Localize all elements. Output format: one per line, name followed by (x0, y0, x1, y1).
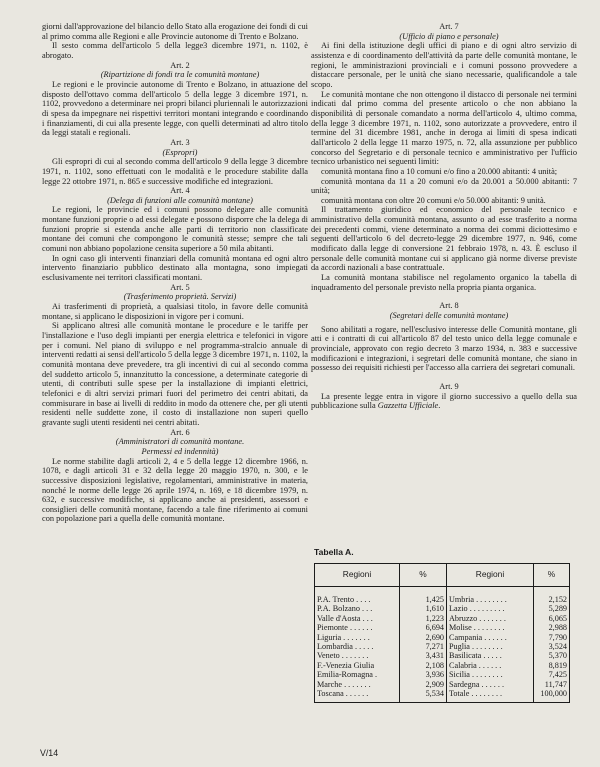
region-percent: 7,271 (400, 642, 447, 651)
leader-dots: . . . . . . (347, 623, 373, 633)
article-2-paragraph: Le regioni e le provincie autonome di Trento e Bolzano, in attuazione del disposto dell'ottavo comma dell'articolo 5 della legge 3 dicembre 1971, n. 1102, provvedono a determinare nei propri bilanci pluriennali le autorizzazioni di spesa da impegnare nei rispettivi territori montani integrando e coordinando i finanziamenti, di cui alla presente legge, con quelli determinati ad altro titolo da leggi statali e regionali. (42, 79, 308, 138)
region-name: F.-Venezia Giulia (317, 660, 375, 670)
left-column (42, 22, 308, 524)
region-name: Totale (449, 689, 470, 699)
region-name: Emilia-Romagna (317, 670, 373, 680)
region-percent: 2,988 (548, 623, 567, 633)
leader-dots: . . . . . . (479, 679, 505, 689)
article-7-paragraph-3: Il trattamento giuridico ed economico del personale tecnico e amministrativo della comunità montana, assunto o ad esse trasferito a norma dei precedenti commi, viene determinato a norma dei commi diciottesimo e seguenti dell'articolo 6 del decreto-legge 29 dicembre 1977, n. 946, come modificato dalla legge di conversione 21 febbraio 1978, n. 43. È escluso il personale delle comunità montane cui si applicano già norme diverse previste da accordi nazionali a base contrattuale. (311, 205, 577, 273)
region-name: Lombardia (317, 642, 353, 652)
table-row (315, 689, 570, 703)
region-name-cell (315, 670, 400, 679)
article-5-paragraph-2: Si applicano altresì alle comunità montane le procedure e le tariffe per l'installazione e l'uso degli impianti per energia elettrica e telefonici in vigore per i comuni. Nel piano di sviluppo e nel programma-stralcio annuale di interventi redatti ai sensi dell'articolo 5 della legge 3 dicembre 1971, n. 1102, la comunità montana deve prevedere, tra gli incentivi di cui al secondo comma del suddetto articolo 5, innanzitutto la concessione, a determinate categorie di utenti, di contributi sulle spese per la installazione di impianti elettrici, telefonici e di altri servizi primari fuori del perimetro dei centri abitati, da commisurare in base ai livelli di reddito in modo da ottenere che, per gli utenti residenti nelle suddette zone, il costo di installazione non superi quello gravante sugli utenti residenti nei centri abitati. (42, 321, 308, 427)
region-percent: 1,425 (400, 587, 447, 605)
region-percent: 5,534 (400, 689, 447, 703)
region-name-cell (447, 661, 534, 670)
table-body (315, 587, 570, 703)
region-percent: 1,610 (400, 604, 447, 613)
table-row (315, 623, 570, 632)
region-name-cell (315, 680, 400, 689)
table-row (315, 642, 570, 651)
region-percent: 3,936 (400, 670, 447, 679)
region-name-cell (315, 633, 400, 642)
region-name: Valle d'Aosta (317, 613, 361, 623)
article-6-subtitle-line-2: Permessi ed indennità) (141, 446, 219, 456)
region-name: Umbria (449, 595, 475, 604)
region-percent: 100,000 (540, 689, 567, 699)
column-header-percent-2: % (534, 564, 570, 587)
region-name: Basilicata (449, 651, 482, 661)
article-8-paragraph: Sono abilitati a rogare, nell'esclusivo interesse delle Comunità montane, gli atti e i contratti di cui all'articolo 87 del testo unico della legge comunale e provinciale, approvato con regio decreto 3 marzo 1934, n. 383 e successive modificazioni e integrazioni, i segretari delle comunità montane, che siano in possesso dei requisiti richiesti per l'accesso alla carriera dei segretari comunali. (311, 324, 577, 373)
leader-dots: . . . . . . (476, 660, 502, 670)
leader-dots: . . . . (354, 595, 371, 604)
article-7-limit-2: comunità montana da 11 a 20 comuni e/o da 20.001 a 50.000 abitanti: 7 unità; (311, 176, 577, 196)
column-header-regioni: Regioni (315, 564, 400, 587)
region-percent: 2,909 (400, 680, 447, 689)
leader-dots: . . . . . . . (342, 679, 371, 689)
article-7-limit-1: comunità montana fino a 10 comuni e/o fino a 20.000 abitanti: 4 unità; (321, 166, 558, 176)
region-percent: 11,747 (544, 679, 567, 689)
article-2-title: Art. 2 (170, 60, 190, 70)
article-4-paragraph-2: In ogni caso gli interventi finanziari della comunità montana ed ogni altro intervento finanziario pubblico destinato alla montagna, sono impiegati esclusivamente nei territori classificati montani. (42, 253, 308, 283)
region-name-cell (447, 633, 534, 642)
region-name: Marche (317, 679, 343, 689)
column-header-percent: % (400, 564, 447, 587)
article-4-title: Art. 4 (170, 186, 190, 196)
article-6-subtitle-line-1: (Amministratori di comunità montane. (115, 437, 245, 447)
leader-dots: . . . . . . . . (469, 670, 503, 680)
region-name-cell (315, 661, 400, 670)
leader-dots: . . . . . . . . . (467, 604, 505, 614)
region-name-cell (315, 642, 400, 651)
region-name-cell (447, 604, 534, 613)
region-name-cell (447, 642, 534, 651)
table-row (315, 587, 570, 605)
regions-table (314, 563, 570, 703)
leader-dots: . . . . . . . . (474, 595, 507, 604)
region-name-cell (447, 670, 534, 679)
leader-dots: . . . . . . . (477, 613, 506, 623)
leader-dots: . . . (360, 613, 373, 623)
region-percent: 5,289 (548, 604, 567, 614)
region-percent: 2,108 (400, 661, 447, 670)
region-percent: 3,431 (400, 651, 447, 660)
region-name-cell (447, 651, 534, 660)
table-row (315, 661, 570, 670)
article-8-subtitle: (Segretari delle comunità montane) (389, 311, 509, 321)
region-percent: 1,223 (400, 614, 447, 623)
region-name: Piemonte (317, 623, 348, 633)
leader-dots: . . . . . . (482, 632, 507, 642)
article-7-title: Art. 7 (439, 22, 459, 31)
region-percent: 3,524 (548, 642, 567, 652)
region-name-cell (447, 680, 534, 689)
region-name-cell (447, 614, 534, 623)
intro-paragraph-2: Il sesto comma dell'articolo 5 della legge3 dicembre 1971, n. 1102, è abrogato. (42, 41, 308, 60)
article-7-limit-3: comunità montana con oltre 20 comuni e/o 50.000 abitanti: 9 unità. (321, 195, 546, 205)
region-percent: 6,065 (548, 613, 567, 623)
table-row (315, 604, 570, 613)
region-percent: 8,819 (548, 660, 567, 670)
leader-dots: . . . . . . . (341, 632, 370, 642)
region-name-cell (447, 623, 534, 632)
table-row (315, 614, 570, 623)
region-percent: 7,425 (548, 670, 567, 680)
article-4-subtitle: (Delega di funzioni alle comunità montane) (107, 195, 253, 205)
page-number: V/14 (40, 748, 59, 758)
leader-dots: . . . (359, 604, 373, 614)
region-name-cell (315, 623, 400, 632)
column-header-regioni-2: Regioni (447, 564, 534, 587)
region-name: Campania (449, 632, 483, 642)
article-7-subtitle: (Ufficio di piano e personale) (399, 31, 499, 41)
table-header-row (315, 564, 570, 587)
region-name-cell (315, 587, 400, 605)
article-9-text: La presente legge entra in vigore il giorno successivo a quello della sua pubblicazione sulla (311, 391, 577, 411)
region-percent: 2,690 (400, 633, 447, 642)
region-name: Molise (449, 623, 472, 633)
leader-dots: . . . . . . . . (471, 623, 505, 633)
table-title: Tabella A. (314, 547, 354, 557)
region-name: Toscana (317, 689, 344, 699)
gazzetta-ufficiale-title: Gazzetta Ufficiale (377, 401, 439, 411)
region-name-cell (315, 651, 400, 660)
region-percent: 2,152 (548, 595, 567, 604)
region-percent: 6,694 (400, 623, 447, 632)
region-name-cell (315, 689, 400, 703)
article-6-title: Art. 6 (170, 427, 190, 437)
table-row (315, 651, 570, 660)
leader-dots: . . . . . . . . (469, 642, 503, 652)
intro-paragraph: giorni dall'approvazione del bilancio dello Stato alla erogazione dei fondi di cui al primo comma alle Regioni e alle Provincie autonome di Trento e Bolzano. (42, 22, 308, 41)
region-percent: 5,370 (548, 651, 567, 661)
region-name: Lazio (449, 604, 468, 614)
article-6-paragraph: Le norme stabilite dagli articoli 2, 4 e 5 della legge 12 dicembre 1966, n. 1078, e dagli articoli 31 e 32 della legge 20 maggio 1970, n. 300, e le successive disposizioni legislative, regolamentari, amministrative in materia, nonché le norme delle legge 26 aprile 1974, n. 169, e 18 dicembre 1979, n. 632, e successive modifiche, si applicano anche ai presidenti, assessori e consiglieri delle comunità montane, facendo a tale fine riferimento ai comuni con popolazione pari a quella delle comunità montane. (42, 456, 308, 524)
region-name-cell (447, 689, 534, 703)
region-name-cell (315, 604, 400, 613)
article-9-title: Art. 9 (439, 381, 459, 391)
region-name: Calabria (449, 660, 477, 670)
region-name-cell (447, 587, 534, 605)
right-column (311, 22, 577, 411)
leader-dots: . . . . . . (343, 689, 369, 699)
article-3-paragraph: Gli espropri di cui al secondo comma dell'articolo 9 della legge 3 dicembre 1971, n. 1102, sono effettuati con le modalità e le procedure stabilite dalla legge 22 ottobre 1971, n. 865 e successive modifiche ed integrazioni. (42, 157, 308, 186)
article-9-paragraph (311, 392, 577, 411)
region-name: Liguria (317, 632, 342, 642)
region-percent: 7,790 (548, 632, 567, 642)
article-3-title: Art. 3 (170, 137, 190, 147)
article-9-end: . (438, 401, 441, 411)
region-name: P.A. Bolzano (317, 604, 360, 614)
article-7-paragraph-2: Le comunità montane che non ottengono il distacco di personale nei termini indicati dal primo comma del presente articolo o che non abbiano la disponibilità di personale comandato a norma dell'articolo 4, ultimo comma, della legge 3 dicembre 1971, n. 1102, sono autorizzate a provvedere, entro il termine del 31 dicembre 1981, anche in deroga ai limiti di spesa indicati dall'articolo 2 della legge 11 marzo 1975, n. 72, alla assunzione per pubblico concorso del Segretario e di personale tecnico e amministrativo per l'ufficio tecnico urbanistico nei seguenti limiti: (311, 89, 577, 167)
article-5-title: Art. 5 (170, 282, 190, 292)
region-name: Sardegna (449, 679, 480, 689)
leader-dots: . . . . . (481, 651, 502, 661)
article-5-subtitle: (Trasferimento proprietà. Servizi) (123, 292, 237, 302)
table-row (315, 680, 570, 689)
article-8-title: Art. 8 (439, 301, 459, 311)
table-row (315, 633, 570, 642)
region-name: Veneto (317, 651, 340, 661)
region-name: Puglia (449, 642, 470, 652)
leader-dots: . . . . . (352, 642, 374, 652)
region-name: P.A. Trento (317, 595, 355, 604)
article-7-paragraph-4: La comunità montana stabilisce nel regolamento organico la tabella di inquadramento del personale previsto nella propria pianta organica. (311, 273, 577, 292)
region-name: Abruzzo (449, 613, 478, 623)
article-2-subtitle: (Ripartizione di fondi tra le comunità montane) (100, 70, 260, 80)
region-name-cell (315, 614, 400, 623)
article-7-paragraph-1: Ai fini della istituzione degli uffici di piano e di ogni altro servizio di assistenza e di coordinamento dell'attività da parte delle comunità montane, le regioni, le amministrazioni provinciali e i comuni possono provvedere a distaccare personale, per le unità che siano necessarie, qualificandole a tale scopo. (311, 41, 577, 89)
leader-dots: . . . . . . . . (469, 689, 503, 699)
leader-dots: . . . . . . . (339, 651, 369, 661)
table-row (315, 670, 570, 679)
article-3-subtitle: (Espropri) (162, 147, 198, 157)
leader-dots: . (372, 670, 378, 680)
article-4-paragraph-1: Le regioni, le provincie ed i comuni possono delegare alle comunità montane funzioni proprie o ad essi delegate e possono disporre che la delega di funzioni proprie si estenda anche alle parti di territorio non classificate montane dei comuni che compongono le comunità stesse; sempre che tali comuni non abbiano popolazione censita superiore a 50 mila abitanti. (42, 205, 308, 254)
region-name: Sicilia (449, 670, 470, 680)
article-5-paragraph-1: Ai trasferimenti di proprietà, a qualsiasi titolo, in favore delle comunità montane, si applicano le disposizioni in vigore per i comuni. (42, 302, 308, 321)
